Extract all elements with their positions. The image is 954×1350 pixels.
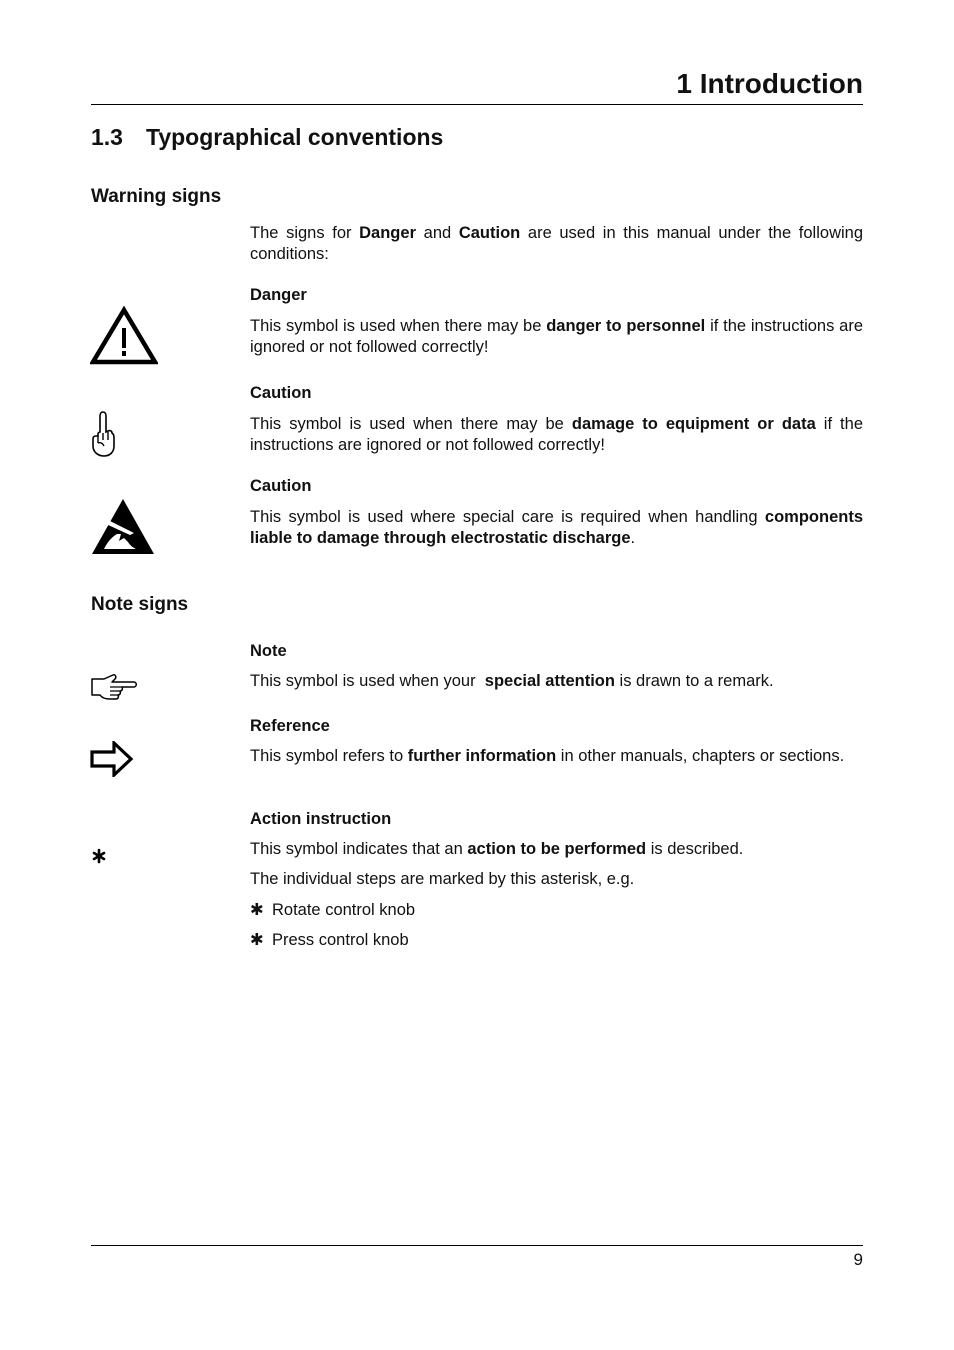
note-bold: special attention (484, 672, 615, 690)
caution-equipment-label: Caution (250, 384, 312, 402)
danger-text: if the instructions are ignored or not followed correctly! (250, 317, 863, 356)
asterisk-icon (92, 848, 106, 869)
step-asterisk: ✱ (250, 901, 264, 919)
esd-text: . (630, 529, 636, 547)
note-text: is drawn to a remark. (614, 672, 774, 690)
danger-text: This symbol is used when there may be (250, 317, 547, 335)
header-divider (91, 104, 863, 105)
reference-description (250, 746, 863, 767)
section-number: 1.3 (91, 124, 123, 150)
caution-equipment-description (250, 414, 863, 456)
chapter-title: 1 Introduction (676, 68, 863, 99)
intro-text: and (416, 224, 459, 242)
footer-divider (91, 1245, 863, 1246)
caution-esd-description (250, 507, 863, 549)
action-step (250, 900, 415, 921)
caution-esd-label: Caution (250, 477, 312, 495)
action-step (250, 930, 409, 951)
reference-bold: further information (407, 747, 557, 765)
danger-label: Danger (250, 286, 307, 304)
esd-text: This symbol is used where special care is required when handling (250, 508, 765, 526)
raised-hand-icon (89, 410, 117, 463)
intro-bold-danger: Danger (359, 224, 416, 242)
section-title (91, 122, 443, 152)
step-text: Rotate control knob (272, 901, 416, 919)
note-description (250, 671, 863, 692)
warning-triangle-icon (90, 306, 158, 371)
caution-text: This symbol is used when there may be (250, 415, 572, 433)
outline-arrow-icon (90, 741, 134, 782)
caution-bold: damage to equipment or data (571, 415, 816, 433)
warning-intro (250, 223, 863, 265)
action-steps-intro: The individual steps are marked by this asterisk, e.g. (250, 870, 635, 888)
section-title-text: Typographical conventions (146, 124, 444, 150)
reference-text: in other manuals, chapters or sections. (556, 747, 845, 765)
page-number: 9 (853, 1250, 863, 1269)
esd-bold: components liable to damage through electrostatic discharge (250, 508, 863, 547)
caution-text: if the instructions are ignored or not followed correctly! (250, 415, 863, 454)
note-signs-heading: Note signs (91, 594, 189, 615)
reference-label: Reference (250, 717, 330, 735)
danger-description (250, 316, 863, 358)
warning-signs-heading: Warning signs (91, 186, 222, 207)
pointing-hand-icon (90, 671, 138, 706)
reference-text: This symbol refers to (250, 747, 408, 765)
step-text: Press control knob (272, 931, 409, 949)
step-asterisk: ✱ (250, 931, 264, 949)
action-label: Action instruction (250, 810, 392, 828)
intro-text: are used in this manual under the following conditions: (250, 224, 863, 263)
note-text: This symbol is used when your (250, 672, 485, 690)
action-text: is described. (646, 840, 744, 858)
action-text: This symbol indicates that an (250, 840, 468, 858)
note-label: Note (250, 642, 287, 660)
action-bold: action to be performed (467, 840, 647, 858)
danger-bold: danger to personnel (546, 317, 706, 335)
esd-icon (90, 497, 156, 562)
action-description (250, 839, 863, 860)
intro-bold-caution: Caution (458, 224, 521, 242)
intro-text: The signs for (250, 224, 360, 242)
